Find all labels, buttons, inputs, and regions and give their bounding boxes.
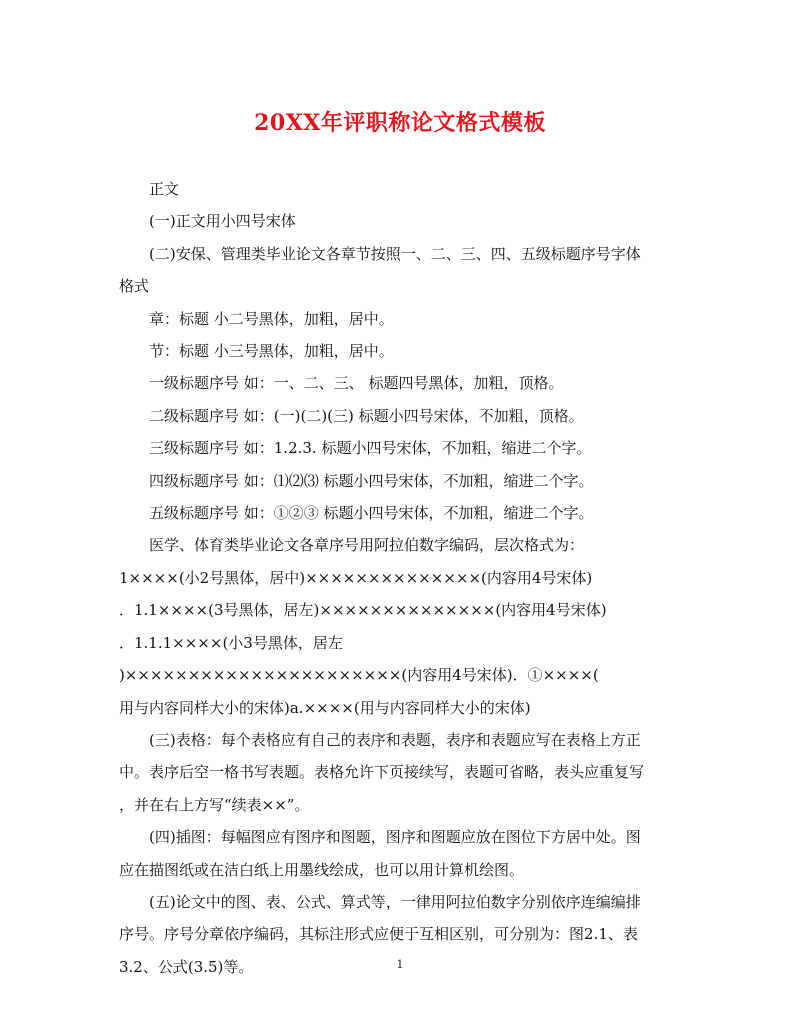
body-line: 三级标题序号 如：1.2.3. 标题小四号宋体，不加粗，缩进二个字。 bbox=[149, 439, 592, 458]
body-line: ，并在右上方写“续表××”。 bbox=[119, 795, 310, 814]
body-line: ．1.1.1××××(小3号黑体，居左 bbox=[119, 633, 343, 652]
body-line: 一级标题序号 如：一、二、三、 标题四号黑体，加粗，顶格。 bbox=[149, 374, 564, 393]
body-line: 用与内容同样大小的宋体)a.××××(用与内容同样大小的宋体) bbox=[119, 698, 531, 717]
body-line: (三)表格：每个表格应有自己的表序和表题，表序和表题应写在表格上方正 bbox=[149, 730, 641, 749]
body-line: 应在描图纸或在洁白纸上用墨线绘成，也可以用计算机绘图。 bbox=[119, 860, 525, 879]
body-line: ．1.1××××(3号黑体，居左)××××××××××××××(内容用4号宋体) bbox=[119, 601, 607, 620]
body-line: )××××××××××××××××××××××(内容用4号宋体)．①××××( bbox=[119, 666, 599, 685]
body-line: 格式 bbox=[119, 277, 150, 296]
body-line: (四)插图：每幅图应有图序和图题，图序和图题应放在图位下方居中处。图 bbox=[149, 828, 641, 847]
body-line: 医学、体育类毕业论文各章序号用阿拉伯数字编码，层次格式为： bbox=[149, 536, 585, 555]
body-line: 正文 bbox=[149, 180, 180, 198]
body-line: 四级标题序号 如：⑴⑵⑶ 标题小四号宋体，不加粗，缩进二个字。 bbox=[149, 471, 594, 490]
body-line: (一)正文用小四号宋体 bbox=[149, 212, 296, 231]
body-line: 章：标题 小二号黑体，加粗，居中。 bbox=[149, 309, 394, 328]
body-line: (五)论文中的图、表、公式、算式等，一律用阿拉伯数字分别依序连编编排 bbox=[149, 892, 641, 911]
document-title: 20XX年评职称论文格式模板 bbox=[254, 110, 546, 136]
body-line: (二)安保、管理类毕业论文各章节按照一、二、三、四、五级标题序号字体 bbox=[149, 244, 641, 263]
body-line: 五级标题序号 如：①②③ 标题小四号宋体，不加粗，缩进二个字。 bbox=[149, 504, 594, 523]
body-line: 二级标题序号 如：(一)(二)(三) 标题小四号宋体，不加粗，顶格。 bbox=[149, 406, 584, 425]
document-body bbox=[119, 173, 679, 983]
body-line: 3.2、公式(3.5)等。 bbox=[119, 957, 254, 976]
body-line: 1××××(小2号黑体，居中)××××××××××××××(内容用4号宋体) bbox=[119, 568, 593, 587]
page-number: 1 bbox=[396, 958, 404, 971]
body-line: 序号。序号分章依序编码，其标注形式应便于互相区别，可分别为：图2.1、表 bbox=[119, 925, 638, 944]
body-line: 节：标题 小三号黑体，加粗，居中。 bbox=[149, 342, 394, 361]
body-line: 中。表序后空一格书写表题。表格允许下页接续写，表题可省略，表头应重复写 bbox=[119, 763, 645, 782]
